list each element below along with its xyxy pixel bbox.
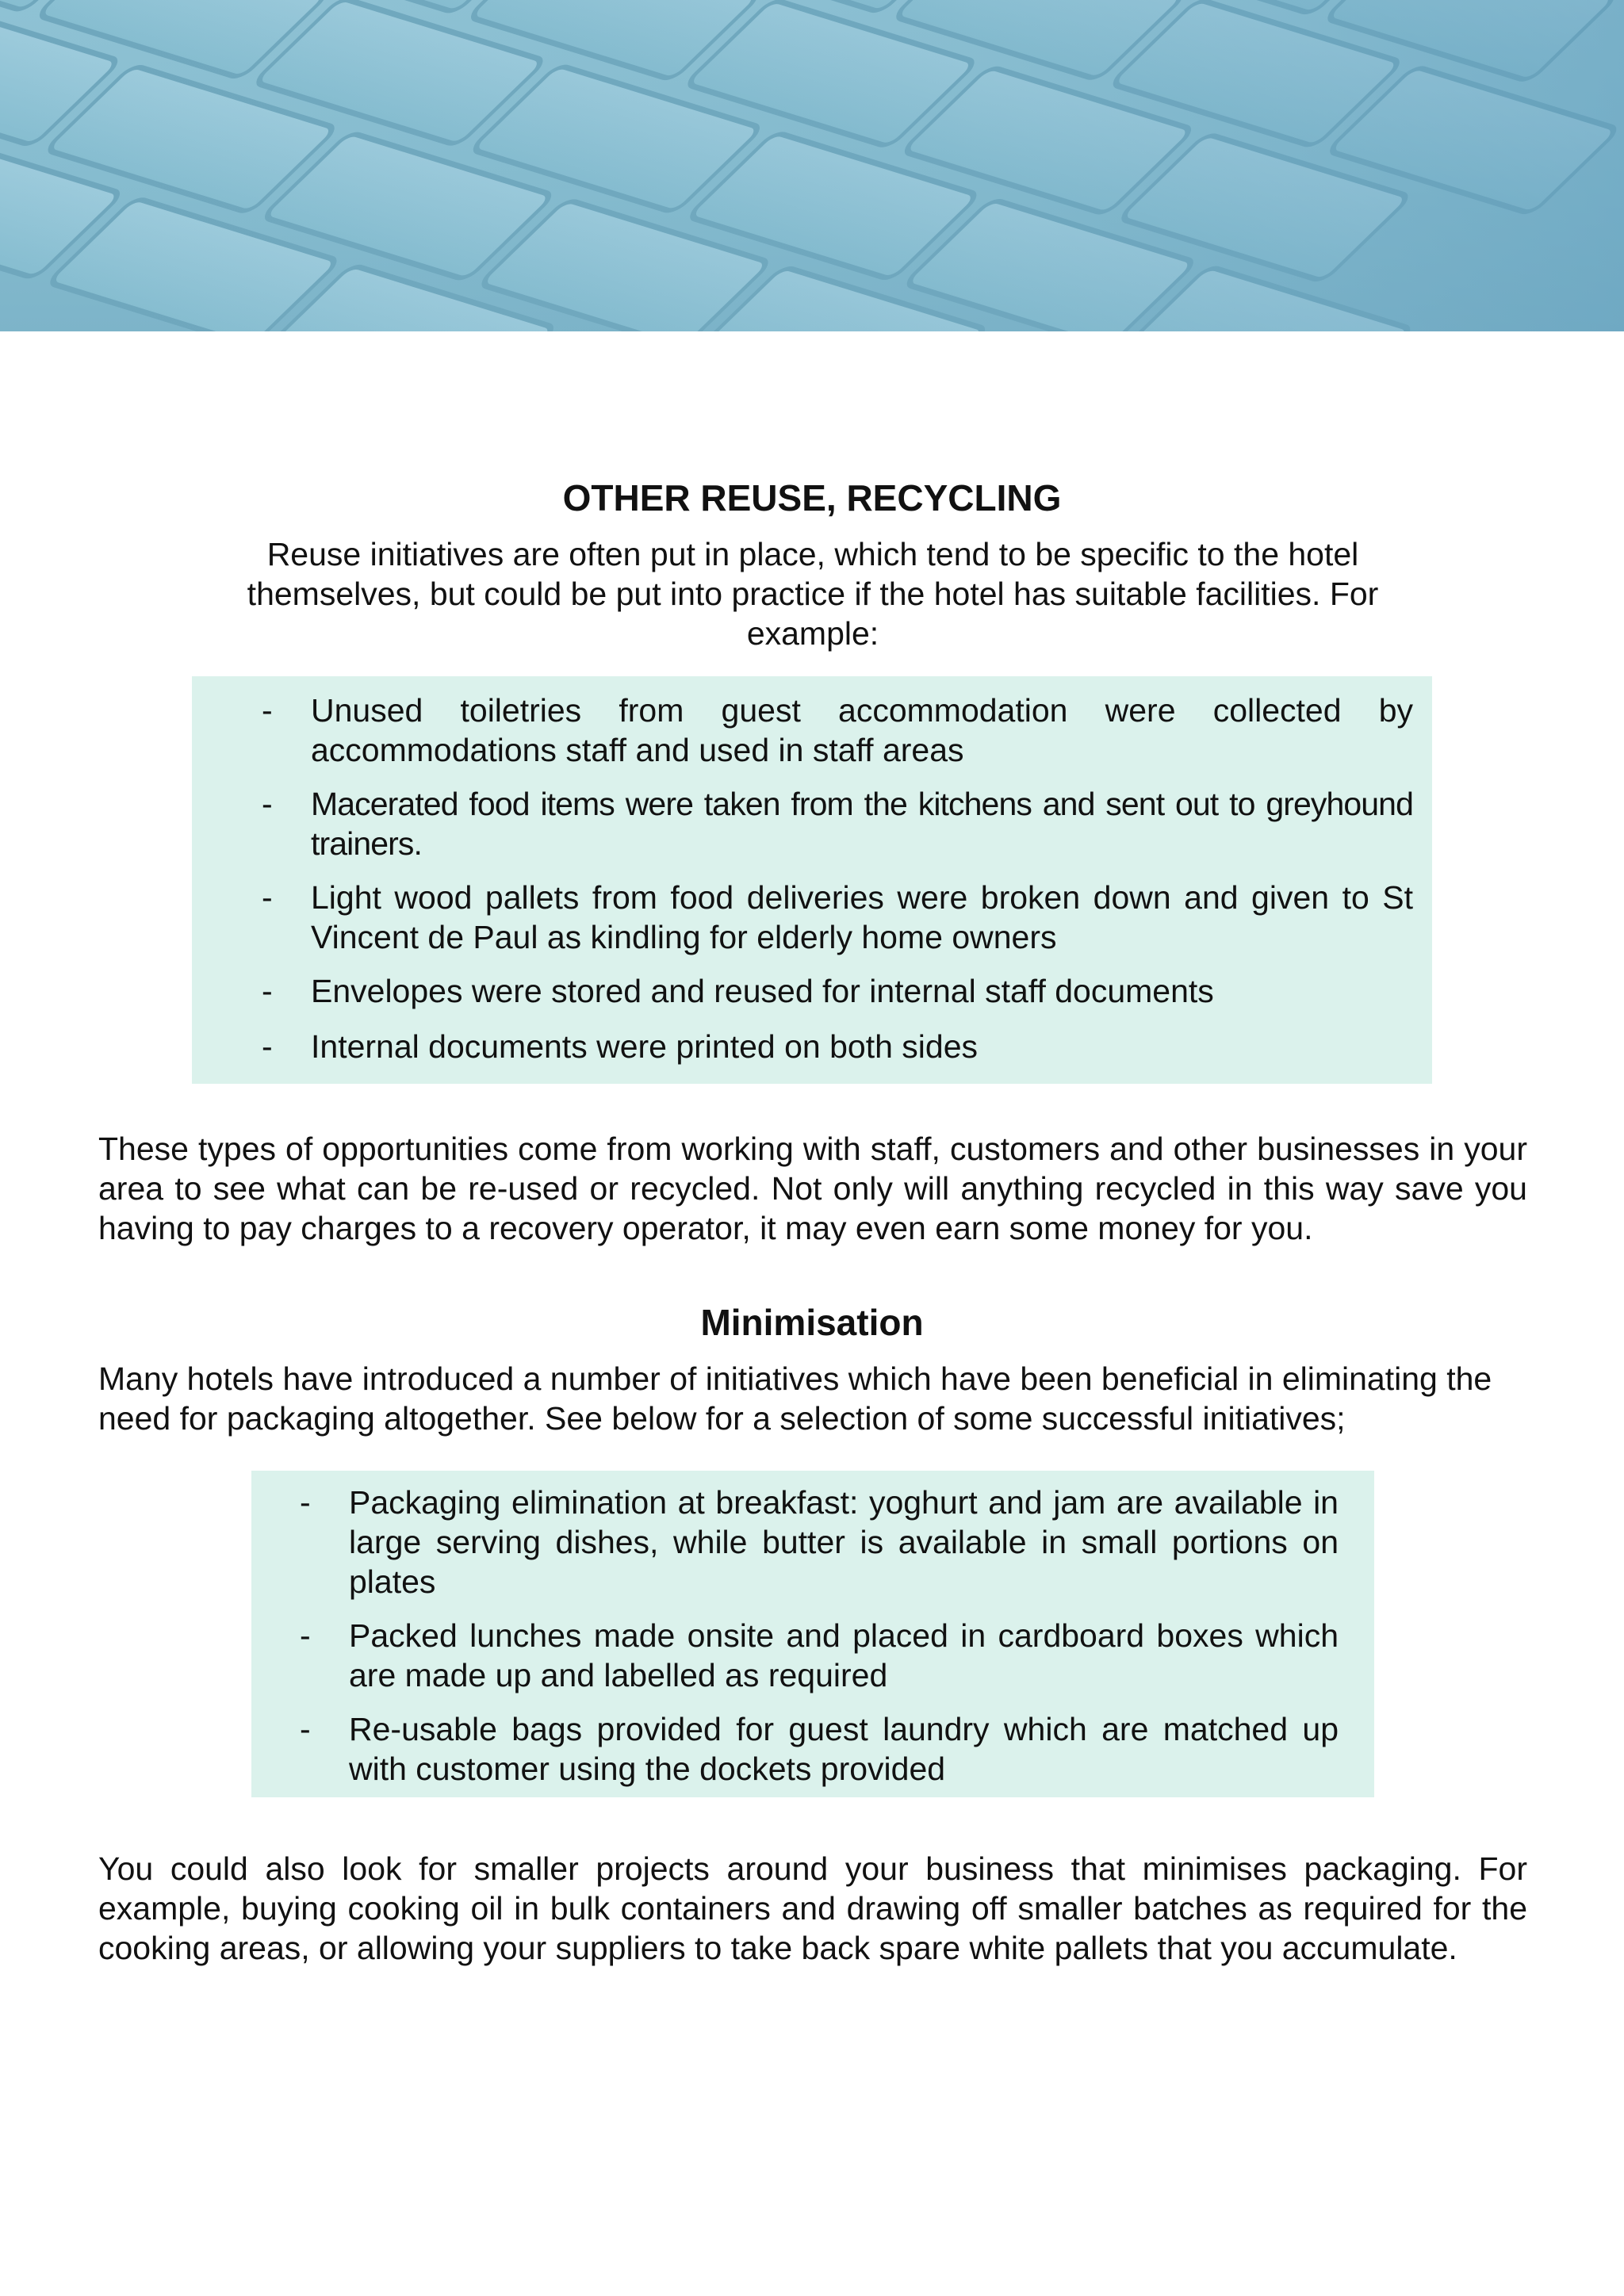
minimisation-item-text: Packaging elimination at breakfast: yoghurt and jam are available in large serving dishes, while butter is available in small portions on plates	[349, 1484, 1339, 1600]
list-item	[311, 878, 1413, 957]
list-item	[311, 971, 1413, 1011]
reuse-item-text: Envelopes were stored and reused for internal staff documents	[311, 973, 1214, 1009]
minimisation-intro-paragraph: Many hotels have introduced a number of initiatives which have been beneficial in eliminating the need for packaging altogether. See below for a selection of some successful initiatives;	[98, 1360, 1492, 1437]
minimisation-closing-paragraph: You could also look for smaller projects around your business that minimises packaging. For example, buying cooking oil in bulk containers and drawing off smaller batches as required for the cooking areas, or allowing your suppliers to take back spare white pallets that you accumulate.	[98, 1850, 1527, 1966]
bullet-dash: -	[262, 879, 273, 916]
bullet-dash: -	[300, 1711, 311, 1747]
list-item	[349, 1483, 1339, 1601]
section-heading-reuse-recycling: OTHER REUSE, RECYCLING	[562, 477, 1062, 519]
section-heading-minimisation: Minimisation	[700, 1302, 924, 1343]
reuse-closing-paragraph: These types of opportunities come from working with staff, customers and other businesses in your area to see what can be re-used or recycled. Not only will anything recycled in this way save you having to pay charges to a recovery operator, it may even earn some money for you.	[98, 1131, 1527, 1246]
reuse-item-text: Macerated food items were taken from the kitchens and sent out to greyhound trainers.	[311, 786, 1413, 862]
reuse-intro-paragraph: Reuse initiatives are often put in place, which tend to be specific to the hotel themselves, but could be put into practice if the hotel has suitable facilities. For example:	[247, 536, 1379, 652]
list-item	[311, 691, 1413, 770]
list-item	[349, 1616, 1339, 1695]
bullet-dash: -	[262, 692, 273, 729]
list-item	[311, 1027, 1413, 1066]
bullet-dash: -	[262, 786, 273, 822]
reuse-item-text: Unused toiletries from guest accommodation were collected by accommodations staff and used in staff areas	[311, 692, 1413, 768]
minimisation-item-text: Re-usable bags provided for guest laundry which are matched up with customer using the dockets provided	[349, 1711, 1339, 1787]
list-item	[349, 1709, 1339, 1789]
list-item	[311, 784, 1413, 863]
bullet-dash: -	[300, 1484, 311, 1521]
minimisation-item-text: Packed lunches made onsite and placed in cardboard boxes which are made up and labelled as required	[349, 1617, 1339, 1693]
reuse-item-text: Light wood pallets from food deliveries were broken down and given to St Vincent de Paul as kindling for elderly home owners	[311, 879, 1413, 955]
tile-pattern	[0, 0, 1624, 331]
reuse-item-text: Internal documents were printed on both sides	[311, 1028, 979, 1065]
header-banner-image	[0, 0, 1624, 331]
bullet-dash: -	[262, 1028, 273, 1065]
bullet-dash: -	[262, 973, 273, 1009]
bullet-dash: -	[300, 1617, 311, 1654]
